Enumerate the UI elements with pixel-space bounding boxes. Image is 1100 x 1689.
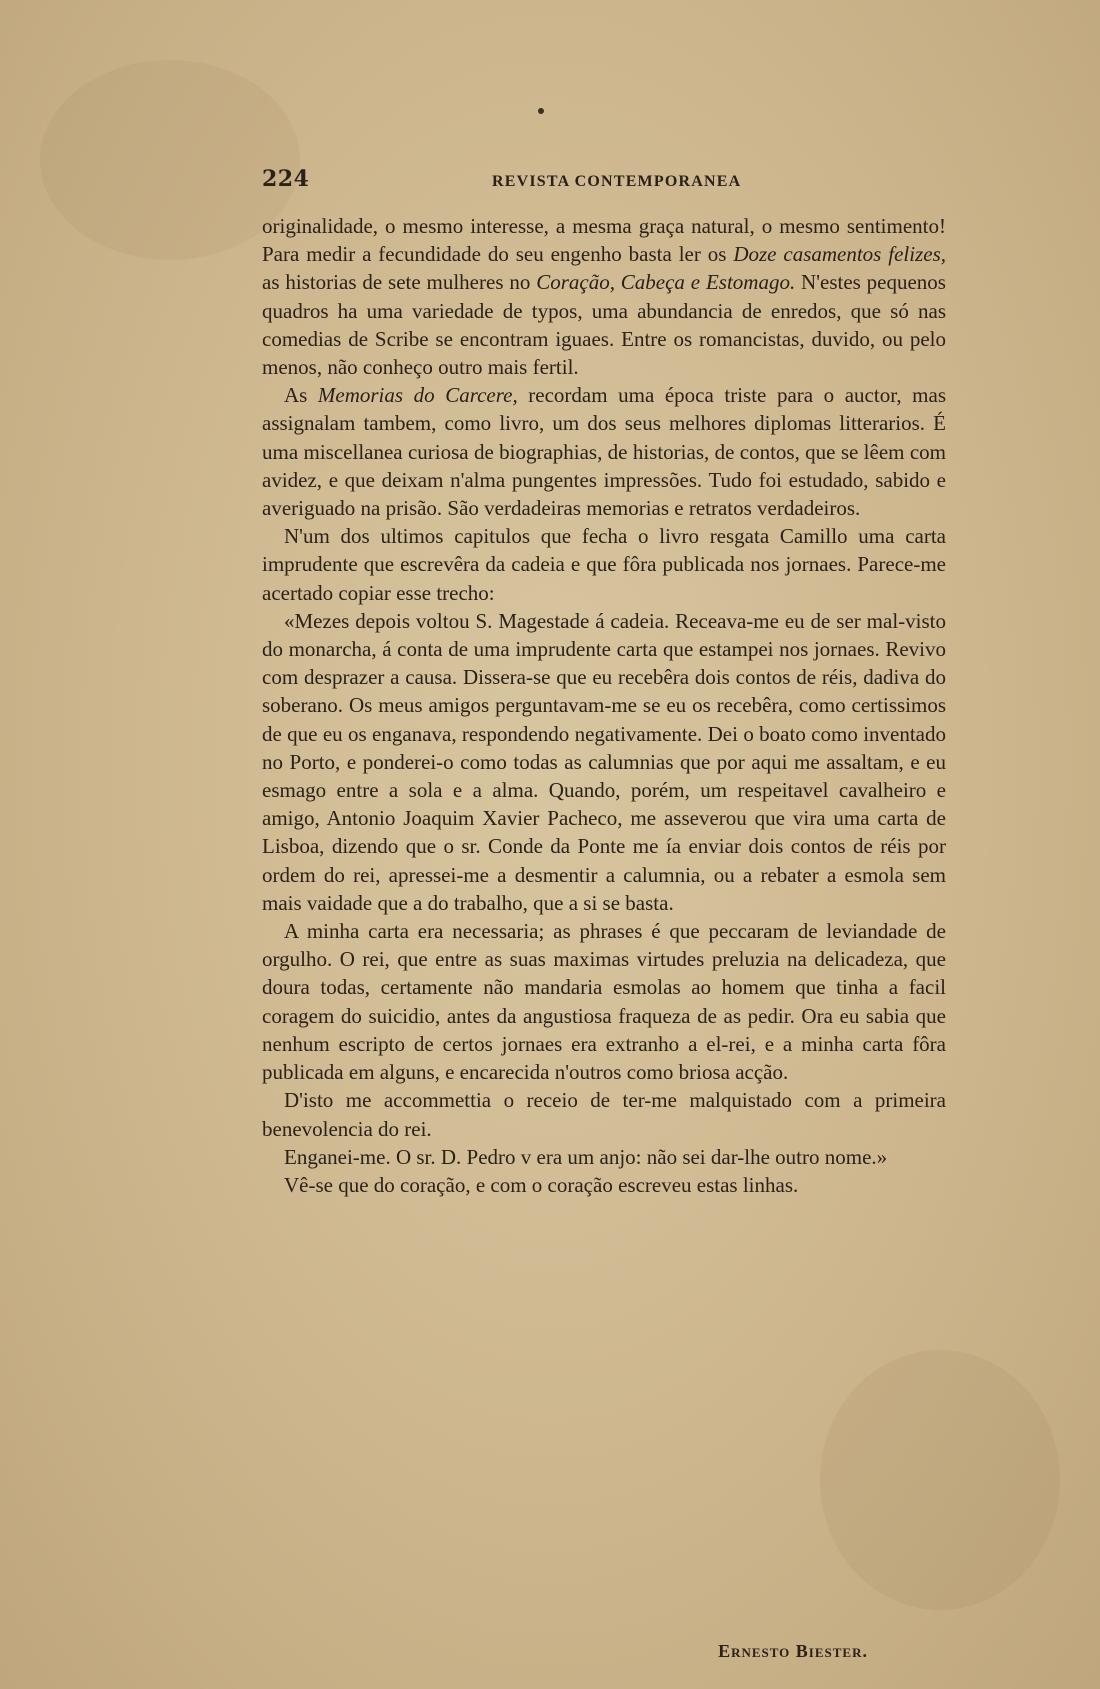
paragraph-text: A minha carta era necessaria; as phrases é que peccaram de leviandade de orgulho. O rei, que entre as suas maximas virtudes preluzia na delicadeza, que doura todas, certamente não mandaria esmolas ao homem que tinha a facil coragem do suicidio, antes da angustiosa fraqueza de as pedir. Ora eu sabia que nenhum escripto de certos jornaes era extranho a el-rei, e a minha carta fôra publicada em alguns, e encarecida n'outros como briosa acção. [262, 919, 946, 1085]
paragraph-text: Enganei-me. O sr. D. Pedro v era um anjo: não sei dar-lhe outro nome.» [284, 1144, 888, 1169]
paragraph-text: N'estes pequenos quadros ha uma variedade de typos, uma abundancia de enredos, que só nas comedias de Scribe se encontram iguaes. Entre os romancistas, duvido, ou pelo menos, não conheço outro mais fertil. [262, 270, 946, 380]
paper-stain [820, 1350, 1060, 1610]
author-signature: Ernesto Biester. [718, 1641, 868, 1661]
paragraph [262, 607, 946, 917]
page-number: 224 [262, 166, 310, 192]
paragraph [262, 1086, 946, 1142]
running-title: REVISTA CONTEMPORANEA [492, 173, 742, 190]
paragraph-text: «Mezes depois voltou S. Magestade á cadeia. Receava-me eu de ser mal-visto do monarcha, á conta de uma imprudente carta que estampei nos jornaes. Revivo com desprazer a causa. Dissera-se que eu recebêra dois contos de réis, dadiva do soberano. Os meus amigos perguntavam-me se eu os recebêra, como certissimos de que eu os enganava, respondendo negativamente. Dei o boato como inventado no Porto, e ponderei-o como todas as calumnias que por aqui me assaltam, e eu esmago entre a sola e a alma. Quando, porém, um respeitavel cavalheiro e amigo, Antonio Joaquim Xavier Pacheco, me asseverou que vira uma carta de Lisboa, dizendo que o sr. Conde da Ponte me ía enviar dois contos de réis por ordem do rei, apressei-me a desmentir a calumnia, ou a rebater a esmola sem mais vaidade que a do trabalho, que a si se basta. [262, 608, 946, 915]
paragraph-text: recordam uma época triste para o auctor, mas assignalam tambem, como livro, um dos seus melhores diplomas litterarios. É uma miscellanea curiosa de biographias, de historias, de contos, que se lêem com avidez, e que deixam n'alma pungentes impressões. Tudo foi estudado, sabido e averiguado na prisão. São verdadeiras memorias e retratos verdadeiros. [262, 383, 946, 521]
paragraph [262, 917, 946, 1086]
paragraph [262, 212, 946, 381]
paragraph [262, 1143, 946, 1171]
paragraph-text: N'um dos ultimos capitulos que fecha o livro resgata Camillo uma carta imprudente que escrevêra da cadeia e que fôra publicada nos jornaes. Parece-me acertado copiar esse trecho: [262, 524, 946, 605]
page-header [262, 166, 942, 194]
paragraph [262, 381, 946, 522]
italic-title: Memorias do Carcere, [317, 383, 518, 408]
paragraph [262, 522, 946, 607]
paragraph-text: As [284, 383, 318, 408]
article-body [262, 212, 946, 1199]
paragraph-text: Vê-se que do coração, e com o coração escreveu estas linhas. [284, 1172, 799, 1197]
paper-stain [40, 60, 300, 260]
paragraph-text: as historias de sete mulheres no [262, 270, 537, 295]
paragraph-text: originalidade, o mesmo interesse, a mesma graça natural, o mesmo sentimento! Para medir a fecundidade do seu engenho basta ler os [262, 214, 946, 267]
paragraph [262, 1171, 946, 1199]
italic-title: Doze casamentos felizes, [733, 242, 946, 267]
paragraph-text: D'isto me accommettia o receio de ter-me malquistado com a primeira benevolencia do rei. [262, 1088, 946, 1141]
ink-speck [538, 108, 544, 114]
italic-title: Coração, Cabeça e Estomago. [536, 270, 796, 295]
